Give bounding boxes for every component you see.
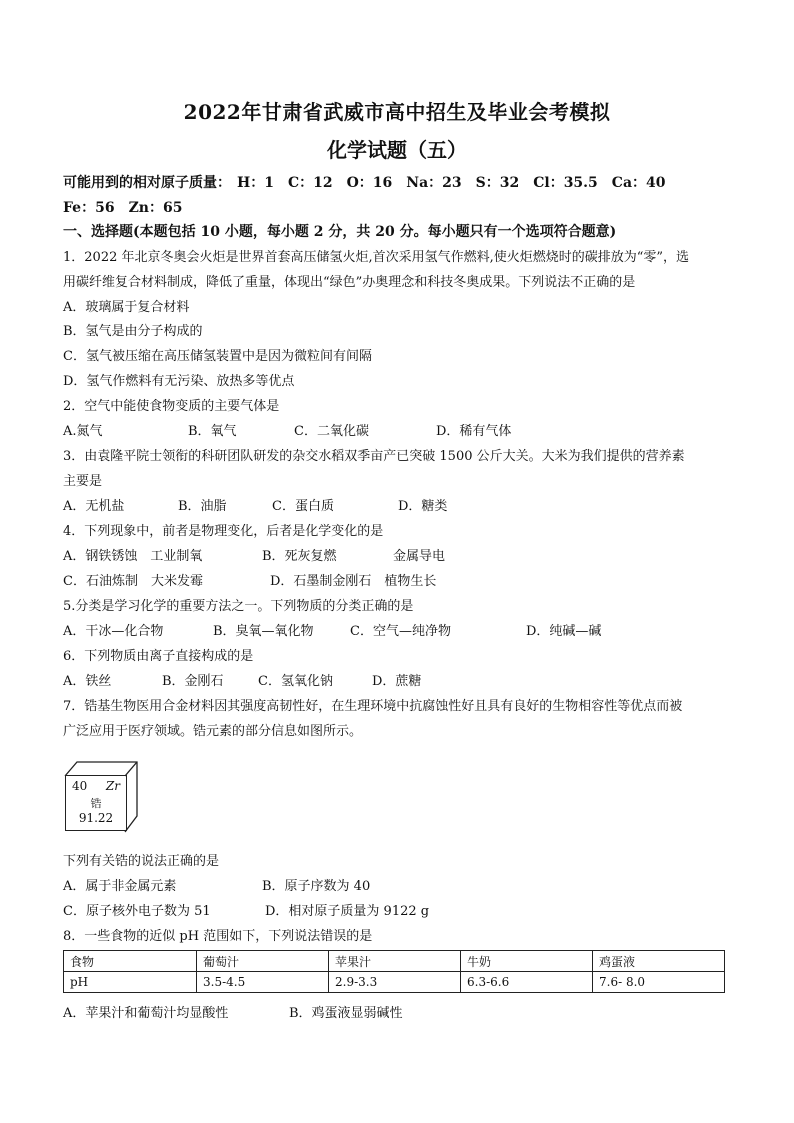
q7-option-a: A．属于非金属元素	[63, 879, 177, 894]
q4-option-b-second: 金属导电	[393, 549, 446, 564]
table-cell: 6.3-6.6	[461, 972, 593, 993]
mass-c: C：12	[287, 175, 333, 191]
q7-question: 下列有关锆的说法正确的是	[63, 854, 220, 869]
table-cell: 2.9-3.3	[329, 972, 461, 993]
q5-option-a: A．干冰—化合物	[63, 624, 164, 639]
q1-option-b: B．氢气是由分子构成的	[63, 324, 203, 339]
q8-stem: 8．一些食物的近似 pH 范围如下，下列说法错误的是	[63, 929, 373, 944]
q3-stem-line1: 3．由袁隆平院士领衔的科研团队研发的杂交水稻双季亩产已突破 1500 公斤大关。大米为我们提供的营养素	[63, 449, 685, 464]
q7-stem-line1: 7．锆基生物医用合金材料因其强度高韧性好，在生理环境中抗腐蚀性好且具有良好的生物相容性等优点而被	[63, 699, 683, 714]
element-atomic-number: 40	[72, 779, 88, 793]
table-cell: 3.5-4.5	[197, 972, 329, 993]
table-cell: pH	[64, 972, 197, 993]
q6-option-b: B．金刚石	[162, 674, 224, 689]
q5-stem: 5.分类是学习化学的重要方法之一。下列物质的分类正确的是	[63, 599, 414, 614]
q4-option-d: D．石墨制金刚石 植物生长	[270, 574, 437, 589]
table-cell: 7.6- 8.0	[593, 972, 725, 993]
mass-na: Na：23	[406, 175, 462, 191]
mass-fe: Fe：56	[63, 200, 115, 216]
q7-stem-line2: 广泛应用于医疗领域。锆元素的部分信息如图所示。	[63, 724, 363, 739]
table-row	[64, 972, 725, 993]
q3-option-d: D．糖类	[398, 499, 448, 514]
q7-option-c: C．原子核外电子数为 51	[63, 904, 211, 919]
q8-option-a: A．苹果汁和葡萄汁均显酸性	[63, 1006, 229, 1021]
q7-option-d: D．相对原子质量为 9122 g	[265, 904, 430, 919]
element-atomic-mass: 91.22	[78, 811, 114, 825]
atomic-mass-label: 可能用到的相对原子质量：	[63, 175, 231, 191]
element-name: 锆	[90, 797, 102, 810]
q2-option-a: A.氮气	[63, 424, 103, 439]
q5-option-c: C．空气—纯净物	[350, 624, 451, 639]
q1-stem-line2: 用碳纤维复合材料制成，降低了重量，体现出“绿色”办奥理念和科技冬奥成果。下列说法不正确的是	[63, 275, 636, 290]
q5-option-d: D．纯碱—碱	[526, 624, 602, 639]
table-header-cell: 牛奶	[461, 951, 593, 972]
q6-stem: 6．下列物质由离子直接构成的是	[63, 649, 254, 664]
q8-option-b: B．鸡蛋液显弱碱性	[289, 1006, 403, 1021]
mass-zn: Zn：65	[128, 200, 183, 216]
table-header-cell: 鸡蛋液	[593, 951, 725, 972]
q3-option-c: C．蛋白质	[272, 499, 334, 514]
atomic-masses-line2	[63, 199, 196, 217]
q3-stem-line2: 主要是	[63, 474, 103, 489]
table-header-row	[64, 951, 725, 972]
q2-option-d: D．稀有气体	[436, 424, 512, 439]
q4-option-a: A．钢铁锈蚀 工业制氧	[63, 549, 203, 564]
table-header-cell: 食物	[64, 951, 197, 972]
q4-option-c: C．石油炼制 大米发霉	[63, 574, 203, 589]
q2-option-c: C．二氧化碳	[294, 424, 369, 439]
q4-option-b: B．死灰复燃	[262, 549, 337, 564]
mass-s: S：32	[475, 175, 520, 191]
q5-option-b: B．臭氧—氧化物	[213, 624, 314, 639]
q3-option-b: B．油脂	[178, 499, 227, 514]
mass-o: O：16	[346, 175, 393, 191]
q2-stem: 2．空气中能使食物变质的主要气体是	[63, 399, 280, 414]
q6-option-c: C．氢氧化钠	[258, 674, 333, 689]
exam-title: 2022年甘肃省武威市高中招生及毕业会考模拟	[183, 100, 611, 124]
q7-option-b: B．原子序数为 40	[262, 879, 371, 894]
ph-table	[63, 950, 725, 993]
section1-heading: 一、选择题(本题包括 10 小题，每小题 2 分，共 20 分。每小题只有一个选项符合题意)	[63, 224, 617, 240]
q2-option-b: B．氧气	[188, 424, 237, 439]
exam-subtitle: 化学试题（五）	[327, 138, 467, 162]
q6-option-a: A．铁丝	[63, 674, 112, 689]
mass-cl: Cl：35.5	[533, 175, 598, 191]
mass-ca: Ca：40	[611, 175, 666, 191]
q4-stem: 4．下列现象中，前者是物理变化，后者是化学变化的是	[63, 524, 384, 539]
atomic-masses-line1	[63, 174, 680, 192]
q1-stem-line1: 1．2022 年北京冬奥会火炬是世界首套高压储氢火炬,首次采用氢气作燃料,使火炬燃烧时的碳排放为“零”，选	[63, 250, 690, 265]
q1-option-a: A．玻璃属于复合材料	[63, 300, 190, 315]
table-header-cell: 苹果汁	[329, 951, 461, 972]
table-header-cell: 葡萄汁	[197, 951, 329, 972]
element-symbol: Zr	[105, 779, 120, 793]
q1-option-c: C．氢气被压缩在高压储氢装置中是因为微粒间有间隔	[63, 349, 372, 364]
q1-option-d: D．氢气作燃料有无污染、放热多等优点	[63, 374, 295, 389]
q3-option-a: A．无机盐	[63, 499, 125, 514]
q6-option-d: D．蔗糖	[372, 674, 422, 689]
mass-h: H：1	[237, 175, 274, 191]
element-card-zirconium	[65, 775, 127, 831]
